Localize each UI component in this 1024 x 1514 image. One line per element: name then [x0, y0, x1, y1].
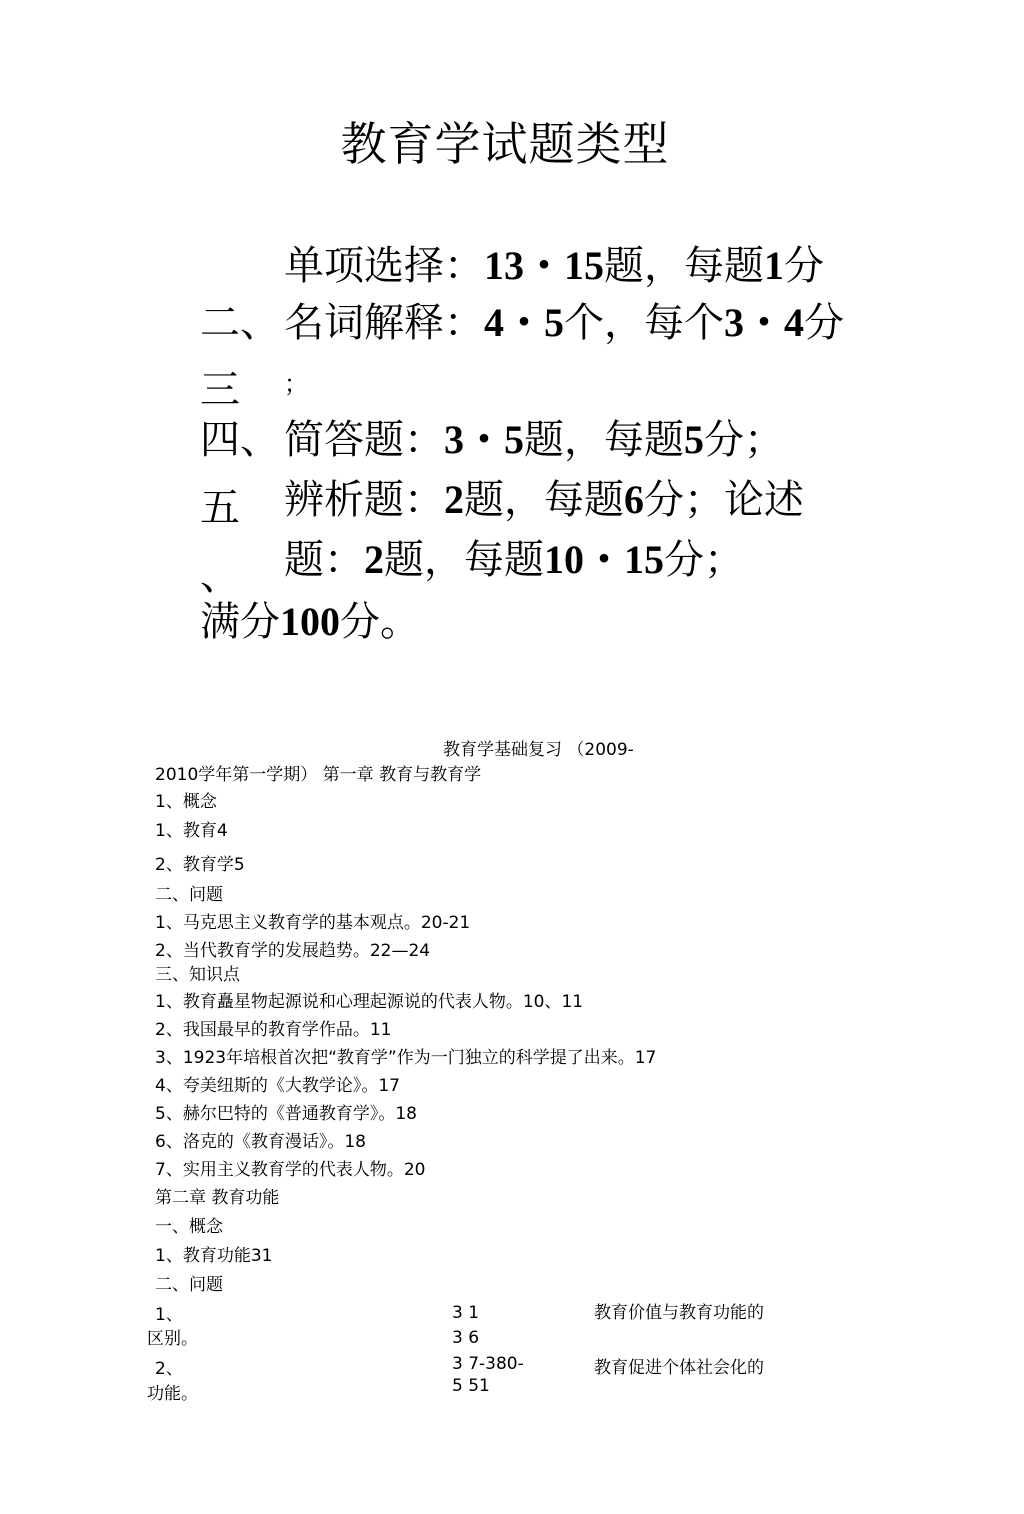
- list-item: 1、马克思主义教育学的基本观点。20-21: [155, 913, 471, 933]
- type-line-7: [200, 598, 420, 646]
- section-questions: 二、问题: [155, 885, 223, 905]
- type-2-unit: 分: [804, 300, 844, 346]
- type-line-5-prefix: 五: [200, 485, 240, 531]
- question-2-number: 2、: [155, 1359, 183, 1379]
- type-line-1: [284, 242, 824, 290]
- section-concepts: 1、概念: [155, 792, 217, 812]
- type-line-4: [284, 416, 784, 464]
- list-item: 3、1923年培根首次把“教育学”作为一门独立的科学提了出来。17: [155, 1048, 657, 1068]
- type-5-count: 2: [444, 477, 464, 522]
- list-item: 2、我国最早的教育学作品。11: [155, 1020, 392, 1040]
- question-1-continuation: 区别。: [147, 1329, 198, 1349]
- type-6-count: 2: [364, 537, 384, 582]
- total-score: 100: [280, 599, 340, 644]
- type-line-2: [284, 299, 844, 347]
- type-4-tail: 题，每题: [524, 417, 684, 463]
- question-1-text: 教育价值与教育功能的: [594, 1303, 764, 1323]
- type-6-unit: 分；: [664, 537, 744, 583]
- type-4-score: 5: [684, 417, 704, 462]
- question-1-pages-b: 3 6: [452, 1328, 480, 1348]
- type-line-4-prefix: 四、: [200, 417, 280, 463]
- question-1-number: 1、: [155, 1305, 183, 1325]
- page-title: 教育学试题类型: [340, 117, 670, 171]
- type-4-count: 3・5: [444, 417, 524, 462]
- list-item: 4、夸美纽斯的《大教学论》。17: [155, 1076, 400, 1096]
- question-1-pages-a: 3 1: [452, 1303, 480, 1323]
- list-item: 6、洛克的《教育漫话》。18: [155, 1132, 366, 1152]
- type-line-3: ；: [284, 370, 308, 398]
- type-5-unit: 分；论述: [644, 477, 804, 523]
- type-2-tail: 个，每个: [564, 300, 724, 346]
- question-2-text: 教育促进个体社会化的: [594, 1358, 764, 1378]
- list-item: 1、教育矗星物起源说和心理起源说的代表人物。10、11: [155, 992, 584, 1012]
- list-item: 2、教育学5: [155, 855, 245, 875]
- type-4-unit: 分；: [704, 417, 784, 463]
- list-item: 1、教育功能31: [155, 1246, 273, 1266]
- type-line-3-prefix: 三: [200, 367, 240, 413]
- type-1-score: 1: [764, 243, 784, 288]
- type-line-2-prefix: 二、: [200, 300, 280, 346]
- type-2-count: 4・5: [484, 300, 564, 345]
- total-unit: 分。: [340, 599, 420, 645]
- question-2-pages-a: 3 7-380-: [452, 1354, 524, 1374]
- list-item: 5、赫尔巴特的《普通教育学》。18: [155, 1104, 417, 1124]
- type-2-score: 3・4: [724, 300, 804, 345]
- question-2-pages-b: 5 51: [452, 1376, 490, 1396]
- review-heading: 教育学基础复习 （2009-: [443, 740, 634, 760]
- type-5-label: 辨析题：: [284, 477, 444, 523]
- type-6-label: 题：: [284, 537, 364, 583]
- type-1-tail: 题，每题: [604, 243, 764, 289]
- section-knowledge: 三、知识点: [155, 965, 240, 985]
- section-concepts-2: 一、概念: [155, 1217, 223, 1237]
- type-1-label: 单项选择：: [284, 243, 484, 289]
- type-1-unit: 分: [784, 243, 824, 289]
- total-label: 满分: [200, 599, 280, 645]
- type-5-tail: 题，每题: [464, 477, 624, 523]
- type-2-label: 名词解释：: [284, 300, 484, 346]
- type-line-5: [284, 476, 804, 524]
- question-2-continuation: 功能。: [147, 1384, 198, 1404]
- chapter-1-heading: 2010学年第一学期） 第一章 教育与教育学: [155, 765, 482, 785]
- list-item: 2、当代教育学的发展趋势。22—24: [155, 941, 431, 961]
- type-5-score: 6: [624, 477, 644, 522]
- type-1-count: 13・15: [484, 243, 604, 288]
- list-item: 7、实用主义教育学的代表人物。20: [155, 1160, 426, 1180]
- chapter-2-heading: 第二章 教育功能: [155, 1188, 280, 1208]
- type-4-label: 简答题：: [284, 417, 444, 463]
- type-6-tail: 题，每题: [384, 537, 544, 583]
- type-line-6-prefix: 、: [200, 553, 240, 599]
- type-line-6: [284, 536, 744, 584]
- list-item: 1、教育4: [155, 821, 228, 841]
- section-questions-2: 二、问题: [155, 1275, 223, 1295]
- type-6-score: 10・15: [544, 537, 664, 582]
